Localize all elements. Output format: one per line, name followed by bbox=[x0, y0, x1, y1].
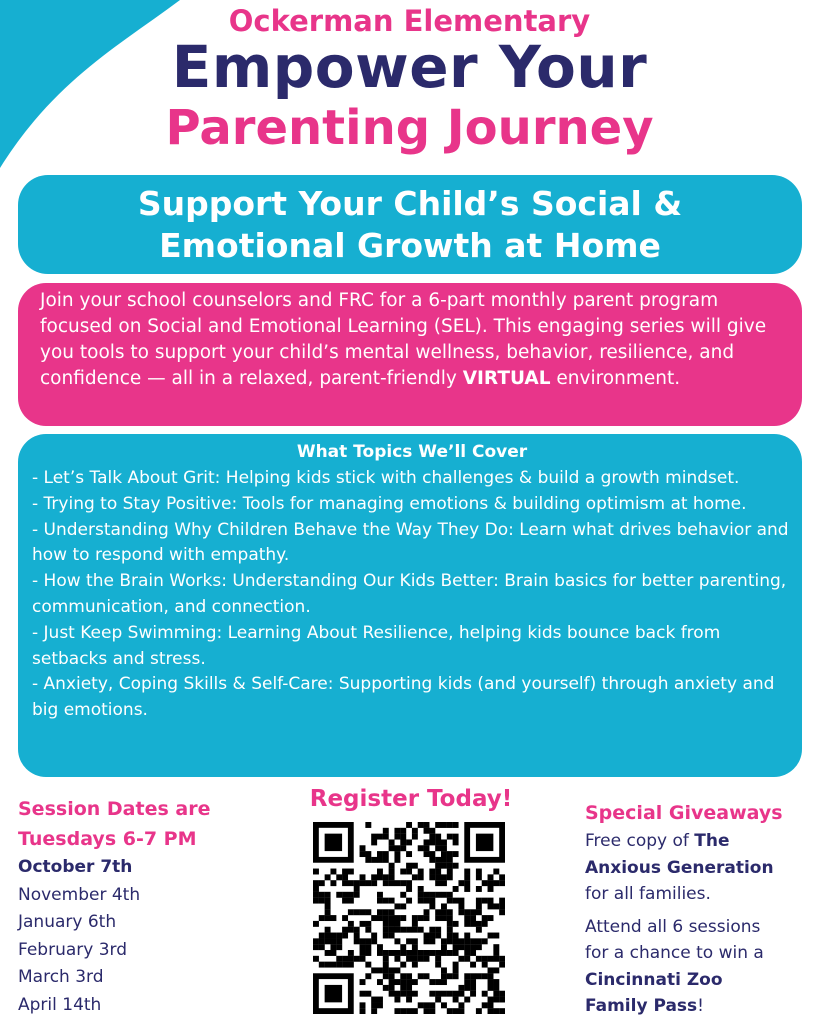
sessions-heading-2: Tuesdays 6-7 PM bbox=[18, 828, 197, 850]
session-dates bbox=[18, 794, 278, 1019]
intro-box bbox=[18, 283, 802, 426]
session-date: April 14th bbox=[18, 994, 102, 1015]
topic-item: - How the Brain Works: Understanding Our Kids Better: Brain basics for better parenting, communication, and connection. bbox=[32, 571, 787, 617]
topic-item: - Understanding Why Children Behave the Way They Do: Learn what drives behavior and how to respond with empathy. bbox=[32, 519, 789, 566]
book-title-1: The bbox=[694, 831, 730, 851]
prize-name-1: Cincinnati Zoo bbox=[585, 969, 723, 990]
session-date: November 4th bbox=[18, 884, 141, 905]
intro-text-end: environment. bbox=[550, 368, 681, 389]
sessions-heading-1: Session Dates are bbox=[18, 798, 211, 820]
session-date: February 3rd bbox=[18, 939, 128, 960]
giveaway-text: Free copy of bbox=[585, 831, 695, 851]
prize-name-2: Family Pass bbox=[585, 996, 698, 1016]
banner-line-2: Emotional Growth at Home bbox=[159, 225, 661, 265]
prize-suffix: ! bbox=[697, 996, 704, 1016]
qr-code-icon[interactable] bbox=[313, 822, 505, 1014]
topic-item: - Trying to Stay Positive: Tools for managing emotions & building optimism at home. bbox=[32, 493, 747, 514]
topics-box bbox=[18, 434, 802, 777]
title-line-2: Parenting Journey bbox=[165, 100, 654, 156]
intro-emphasis: VIRTUAL bbox=[462, 368, 551, 389]
banner-line-1: Support Your Child’s Social & bbox=[137, 183, 683, 223]
book-title-2: Anxious Generation bbox=[585, 857, 774, 878]
school-name: Ockerman Elementary bbox=[228, 4, 591, 38]
topic-item: - Just Keep Swimming: Learning About Resilience, helping kids bounce back from setbacks and stress. bbox=[32, 622, 721, 669]
topic-item: - Let’s Talk About Grit: Helping kids stick with challenges & build a growth mindset. bbox=[32, 468, 740, 488]
topics-heading: What Topics We’ll Cover bbox=[296, 442, 528, 462]
giveaways-heading: Special Giveaways bbox=[585, 802, 783, 824]
giveaway-text: for a chance to win a bbox=[585, 943, 764, 963]
giveaways-section bbox=[585, 798, 815, 1020]
giveaway-text: for all families. bbox=[585, 884, 711, 904]
topic-item: - Anxiety, Coping Skills & Self-Care: Supporting kids (and yourself) through anxiety and big emotions. bbox=[32, 674, 775, 721]
session-date: March 3rd bbox=[18, 967, 104, 987]
title-line-1: Empower Your bbox=[171, 33, 648, 101]
register-heading: Register Today! bbox=[309, 786, 513, 812]
intro-text: Join your school counselors and FRC for a 6-part monthly parent program focused on Social and Emotional Learning (SEL). This engaging series will give you tools to support your child’s mental wellness, behavior, resilience, and confidence — all in a relaxed, parent-friendly bbox=[40, 290, 767, 389]
session-date: October 7th bbox=[18, 857, 133, 877]
giveaway-text: Attend all 6 sessions bbox=[585, 916, 761, 937]
subtitle-banner bbox=[18, 175, 802, 274]
session-date: January 6th bbox=[18, 912, 117, 932]
